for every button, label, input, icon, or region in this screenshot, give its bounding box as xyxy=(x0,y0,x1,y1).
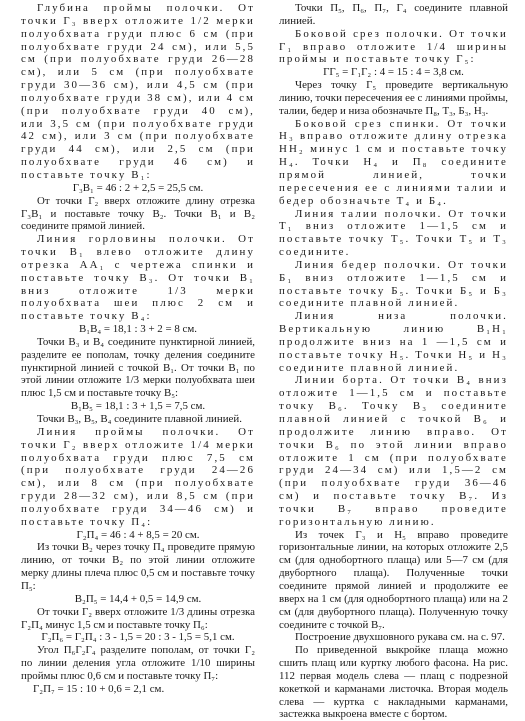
paragraph-front-hip-line: Линия бедер полочки. От точки Б₁ вниз отложите 1—1,5 см и поставьте точку Б₅. Точки Б₅ и Б₃ соедините плавной линией. xyxy=(279,258,508,310)
paragraph-neckline: Линия горловины полочки. От точки В₁ влево отложите длину отрезка АА₁ с чертежа спинки и поставьте точку В₃. От точки В₁ вниз отложите 1/3 мерки полуобхвата шеи плюс 2 см и поставьте точку В₄: xyxy=(21,233,255,323)
paragraph-front-edge-lines: Линии борта. От точки В₄ вниз отложите 1—1,5 см и поставьте точку В₆. Точку В₃ соедините плавной линией с точкой В₆ и продолжите линию вправо. От точки В₆ по этой линии вправо отложите 1 см (при полуобхвате груди 24—34 см) или 1,5—2 см (при полуобхвате груди 36—46 см) и поставьте точку В₇. Из точки В₇ вправо проведите горизонтальную линию. xyxy=(279,374,508,528)
paragraph-closure-overlap: Из точек Г₃ и Н₅ вправо проведите горизонтальные линии, на которых отложите 2,5 см (для однобортного плаща) или 5—7 см (для двубортного плаща). Полученные точки соедините прямой линией и продолжите ее вверх на 1 см (для однобортного плаща) или на 2 см (для двубортного плаща). Полученную точку соедините с точкой В₇. xyxy=(279,528,508,631)
paragraph-armhole-join: Точки П₅, П₆, П₇, Г₄ соедините плавной линией. xyxy=(279,2,508,27)
paragraph-armhole-depth: Глубина проймы полочки. От точки Г₃ вверх отложите 1/2 мерки полуобхвата груди плюс 6 см (при полуобхвате груди 24 см), или 5,5 см (при полуобхвате груди 26—28 см), или 5 см (при полуобхвате груди 30—36 см), или 4,5 см (при полуобхвате груди 38 см), или 4 см (при полуобхвате груди 40 см), или 3,5 см (при полуобхвате груди 42 см), или 3 см (при полуобхвате груди 44 см), или 2,5 см (при полуобхвате груди 46 см) и поставьте точку В₁: xyxy=(21,2,255,181)
paragraph-armhole-line: Линия проймы полочки. От точки Г₂ вверх отложите 1/4 мерки полуобхвата груди плюс 7,5 см (при полуобхвате груди 24—26 см), или 8 см (при полуобхвате груди 28—32 см), или 8,5 см (при полуобхвате груди 34—46 см) и поставьте точку П₄: xyxy=(21,425,255,528)
paragraph-sleeve-reference: Построение двухшовного рукава см. на с. 97. xyxy=(295,631,505,644)
paragraph-shoulder-line: Из точки В₂ через точку П₄ проведите прямую линию, от точки В₂ по этой линии отложите мерку длины плеча плюс 0,5 см и поставьте точку П₅: xyxy=(21,541,255,592)
formula-g2p4: Г₂П₄ = 46 : 4 + 8,5 = 20 см. xyxy=(76,528,200,541)
formula-gg5: ГГ₅ = Г₁Г₂ : 4 = 15 : 4 = 3,8 см. xyxy=(323,66,464,79)
left-column xyxy=(21,2,255,696)
paragraph-point-b5: Точки В₃ и В₄ соедините пунктирной линией, разделите ее пополам, точку деления соедините пунктирной линией с точкой В₁. От точки В₁ по этой линии отложите 1/3 мерки полуобхвата шеи плюс 1,5 см и поставьте точку В₅: xyxy=(21,335,255,400)
paragraph-model-description: По приведенной выкройке плаща можно сшить плащ или куртку любого фасона. На рис. 112 первая модель слева — плащ с подрезной кокеткой и карманами листочка. Вторая модель слева — куртка с накладными карманами, застежка выкроена вместе с бортом. xyxy=(279,644,508,721)
formula-g2p7: Г₂П₇ = 15 : 10 + 0,6 = 2,1 см. xyxy=(33,682,165,695)
right-column xyxy=(279,2,508,721)
formula-g2p6: Г₂П₆ = Г₂П₄ : 3 - 1,5 = 20 : 3 - 1,5 = 5,1 см. xyxy=(41,631,235,644)
formula-b1b4: В₁В₄ = 18,1 : 3 + 2 = 8 см. xyxy=(79,323,197,336)
paragraph-front-side-seam: Боковой срез полочки. От точки Г₁ вправо отложите 1/4 ширины проймы и поставьте точку Г₅: xyxy=(279,27,508,66)
paragraph-neckline-join: Точки В₃, В₅, В₄ соедините плавной линией. xyxy=(37,413,242,425)
paragraph-point-p7: Угол П₆Г₂Г₄ разделите пополам, от точки Г₂ по линии деления угла отложите 1/10 ширины проймы плюс 0,6 см и поставьте точку П₇: xyxy=(21,644,255,682)
paragraph-point-p6: От точки Г₂ вверх отложите 1/3 длины отрезка Г₂П₄ минус 1,5 см и поставьте точку П₆: xyxy=(21,605,255,631)
formula-g3b1: Г₃В₁ = 46 : 2 + 2,5 = 25,5 см. xyxy=(72,181,204,194)
paragraph-front-waist-line: Линия талии полочки. От точки Т₁ вниз отложите 1—1,5 см и поставьте точку Т₅. Точки Т₅ и Т₃ соедините. xyxy=(279,207,508,259)
paragraph-vertical-line: Через точку Г₅ проведите вертикальную линию, точки пересечения ее с линиями проймы, талии, бедер и низа обозначьте П₈, Т₃, Б₃, Н₃. xyxy=(279,79,508,117)
paragraph-point-b2: От точки Г₂ вверх отложите длину отрезка Г₃В₁ и поставьте точку В₂. Точки В₁ и В₂ соедините прямой линией. xyxy=(21,194,255,233)
formula-b1b5: В₁В₅ = 18,1 : 3 + 1,5 = 7,5 см. xyxy=(70,400,206,413)
paragraph-back-side-seam: Боковой срез спинки. От точки Н₃ вправо отложите длину отрезка НН₂ минус 1 см и поставьте точку Н₄. Точки Н₄ и П₈ соедините прямой линией, точки пересечения ее с линиями талии и бедер обозначьте Т₄ и Б₄. xyxy=(279,117,508,207)
paragraph-front-hem-line: Линия низа полочки. Вертикальную линию В₁Н₁ продолжите вниз на 1 —1,5 см и поставьте точку Н₅. Точки Н₅ и Н₃ соедините плавной линией. xyxy=(279,310,508,374)
formula-b2p5: В₂П₅ = 14,4 + 0,5 = 14,9 см. xyxy=(74,592,202,605)
